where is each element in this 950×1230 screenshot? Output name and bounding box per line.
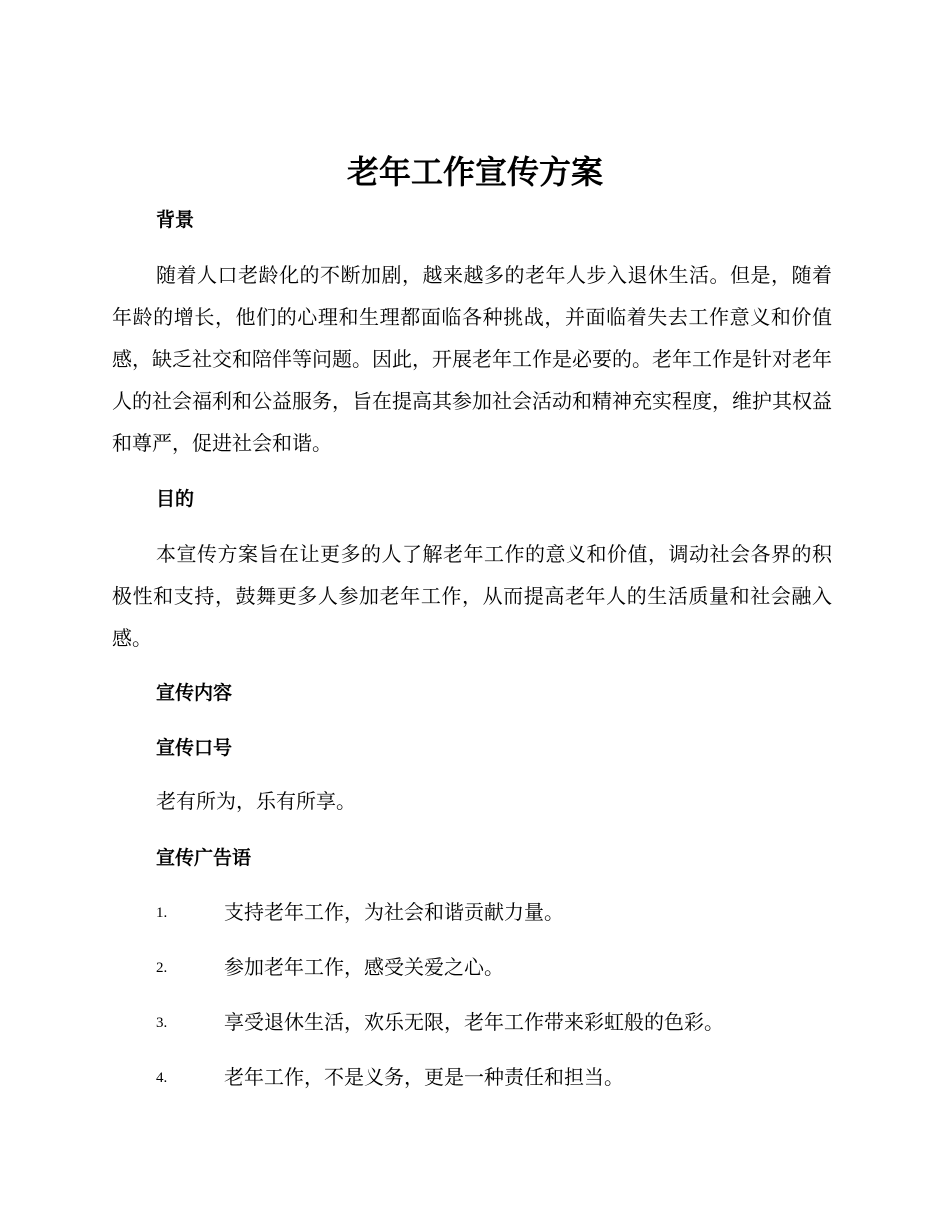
heading-purpose: 目的 — [156, 488, 195, 510]
list-number: 2. — [156, 960, 168, 976]
document-title: 老年工作宣传方案 — [346, 153, 603, 191]
slogan-text: 老有所为，乐有所享。 — [156, 789, 356, 813]
list-item-text: 享受退休生活，欢乐无限，老年工作带来彩虹般的色彩。 — [224, 1010, 724, 1034]
list-number: 1. — [156, 905, 168, 921]
heading-slogan: 宣传口号 — [156, 737, 233, 759]
list-item — [156, 1062, 856, 1117]
list-item-text: 参加老年工作，感受关爱之心。 — [224, 955, 504, 979]
list-item — [156, 952, 856, 1007]
ads-list — [156, 897, 856, 1117]
heading-background: 背景 — [156, 209, 195, 231]
heading-ads: 宣传广告语 — [156, 847, 252, 869]
list-item-text: 支持老年工作，为社会和谐贡献力量。 — [224, 900, 564, 924]
paragraph-background: 随着人口老龄化的不断加剧，越来越多的老年人步入退休生活。但是，随着年龄的增长，他们的心理和生理都面临各种挑战，并面临着失去工作意义和价值感，缺乏社交和陪伴等问题。因此，开展老年工作是必要的。老年工作是针对老年人的社会福利和公益服务，旨在提高其参加社会活动和精神充实程度，维护其权益和尊严，促进社会和谐。 — [112, 263, 832, 455]
heading-content: 宣传内容 — [156, 682, 233, 704]
list-number: 4. — [156, 1070, 168, 1086]
list-item — [156, 897, 856, 952]
list-item — [156, 1007, 856, 1062]
paragraph-purpose: 本宣传方案旨在让更多的人了解老年工作的意义和价值，调动社会各界的积极性和支持，鼓舞更多人参加老年工作，从而提高老年人的生活质量和社会融入感。 — [112, 542, 832, 650]
list-item-text: 老年工作，不是义务，更是一种责任和担当。 — [224, 1065, 624, 1089]
list-number: 3. — [156, 1015, 168, 1031]
